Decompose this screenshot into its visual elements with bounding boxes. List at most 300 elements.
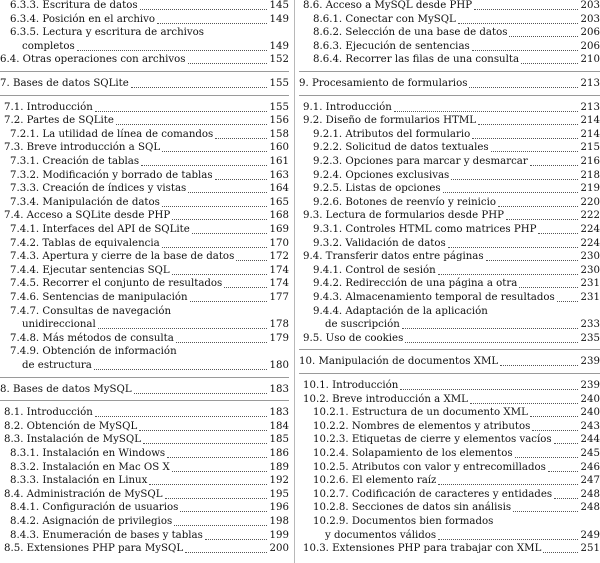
toc-entry[interactable] xyxy=(0,542,289,555)
dot-leader xyxy=(215,138,266,139)
toc-entry[interactable] xyxy=(0,447,289,460)
toc-entry-title: 7.3.2. Modificación y borrado de tablas xyxy=(10,169,213,181)
toc-entry[interactable] xyxy=(0,0,289,12)
toc-entry-title: 7.4.8. Más métodos de consulta xyxy=(10,332,174,344)
toc-entry-title: 7.3. Breve introducción a SQL xyxy=(4,142,161,154)
toc-entry-page: 251 xyxy=(580,543,600,555)
toc-entry[interactable] xyxy=(299,196,600,209)
toc-entry[interactable] xyxy=(0,529,289,542)
toc-entry[interactable] xyxy=(0,406,289,419)
toc-entry-page: 224 xyxy=(580,224,600,235)
toc-entry-title: 9.4.3. Almacenamiento temporal de resultados xyxy=(313,292,555,303)
toc-entry[interactable] xyxy=(0,420,289,433)
toc-entry-title: 8.5. Extensiones PHP para MySQL xyxy=(4,543,184,555)
toc-entry-title: 7.3.4. Manipulación de datos xyxy=(10,196,160,208)
toc-entry-title: 7.2. Partes de SQLite xyxy=(4,115,114,127)
toc-entry[interactable] xyxy=(0,155,289,168)
toc-entry-page: 179 xyxy=(269,332,289,344)
toc-entry-page: 230 xyxy=(580,264,600,276)
toc-entry-title: 9.1. Introducción xyxy=(303,101,392,113)
toc-entry-page: 168 xyxy=(269,210,289,222)
toc-entry[interactable] xyxy=(0,501,289,514)
toc-entry-title: 9.3.2. Validación de datos xyxy=(313,237,446,249)
toc-entry-title: 7.4.9. Obtención de información xyxy=(10,346,177,358)
toc-entry[interactable] xyxy=(299,501,600,514)
toc-entry[interactable] xyxy=(0,461,289,474)
toc-entry[interactable] xyxy=(0,128,289,141)
toc-entry-page: 249 xyxy=(580,529,600,541)
toc-entry[interactable] xyxy=(299,488,600,501)
toc-entry[interactable] xyxy=(0,291,289,304)
toc-entry-page: 213 xyxy=(580,78,600,89)
dot-leader xyxy=(402,328,578,329)
toc-entry-title: 9.2.5. Listas de opciones xyxy=(313,183,441,195)
dot-leader xyxy=(188,192,266,193)
section-rule xyxy=(0,95,289,96)
dot-leader xyxy=(188,63,267,64)
toc-entry[interactable] xyxy=(0,237,289,250)
toc-entry[interactable] xyxy=(0,345,289,358)
toc-entry-page: 219 xyxy=(580,183,600,195)
dot-leader xyxy=(236,260,266,261)
dot-leader xyxy=(530,416,578,417)
toc-entry-page: 240 xyxy=(580,407,600,419)
toc-entry[interactable] xyxy=(0,26,289,39)
toc-entry[interactable] xyxy=(0,305,289,318)
toc-entry[interactable] xyxy=(0,332,289,345)
toc-entry-title: 10.2.7. Codificación de caracteres y entidades xyxy=(313,488,553,500)
toc-entry-page: 160 xyxy=(269,142,289,154)
toc-entry-page: 185 xyxy=(269,434,289,446)
toc-entry-title: 7.4. Acceso a SQLite desde PHP xyxy=(4,210,171,222)
toc-entry-page: 177 xyxy=(269,292,289,303)
toc-entry[interactable] xyxy=(0,169,289,182)
dot-leader xyxy=(530,165,578,166)
dot-leader xyxy=(469,87,577,88)
toc-entry[interactable] xyxy=(299,447,600,460)
toc-entry-page: 239 xyxy=(580,356,600,368)
toc-entry[interactable] xyxy=(299,237,600,250)
toc-entry-page: 213 xyxy=(580,101,600,113)
dot-leader xyxy=(486,260,578,261)
toc-entry-page: 178 xyxy=(269,319,289,331)
toc-entry-title: 8.6.3. Ejecución de sentencias xyxy=(313,40,470,52)
dot-leader xyxy=(470,403,578,404)
toc-entry-title: 6.3.5. Lectura y escritura de archivos xyxy=(10,27,205,39)
dot-leader xyxy=(451,179,577,180)
toc-entry[interactable] xyxy=(0,488,289,501)
toc-entry-page: 199 xyxy=(269,529,289,541)
dot-leader xyxy=(185,552,266,553)
toc-entry-title: 7.4.3. Apertura y cierre de la base de datos xyxy=(10,251,235,263)
toc-entry-page: 200 xyxy=(269,543,289,555)
toc-entry[interactable] xyxy=(299,250,600,263)
dot-leader xyxy=(438,484,577,485)
dot-leader xyxy=(143,443,267,444)
toc-entry[interactable] xyxy=(299,332,600,345)
toc-entry-page: 222 xyxy=(580,210,600,222)
toc-entry-page: 180 xyxy=(269,360,289,371)
toc-entry-title: unidireccional xyxy=(22,319,96,331)
toc-entry-title: 8.1. Introducción xyxy=(4,407,93,419)
dot-leader xyxy=(509,36,577,37)
dot-leader xyxy=(554,443,578,444)
toc-entry-title: 10.2. Breve introducción a XML xyxy=(303,393,468,405)
toc-entry-title: 10.2.3. Etiquetas de cierre y elementos vacíos xyxy=(313,434,552,446)
toc-entry[interactable] xyxy=(299,264,600,277)
toc-entry-title: 9.2.2. Solicitud de datos textuales xyxy=(313,142,489,154)
toc-entry-title: 6.4. Otras operaciones con archivos xyxy=(0,54,186,66)
toc-entry[interactable] xyxy=(0,474,289,487)
toc-entry-page: 214 xyxy=(580,115,600,127)
dot-leader xyxy=(405,342,577,343)
toc-entry-title: 10.2.4. Solapamiento de los elementos xyxy=(313,448,513,459)
toc-entry-title: 10.2.6. El elemento raíz xyxy=(313,475,437,487)
toc-entry-title: 7.2.1. La utilidad de línea de comandos xyxy=(10,128,214,140)
toc-entry-page: 206 xyxy=(580,40,600,52)
toc-entry-page: 164 xyxy=(269,183,289,195)
toc-entry-title: 9.2.6. Botones de reenvío y reinicio xyxy=(313,196,497,208)
toc-entry[interactable] xyxy=(299,406,600,419)
toc-entry-page: 152 xyxy=(269,54,289,66)
toc-entry-title: 10.2.2. Nombres de elementos y atributos xyxy=(313,420,531,432)
toc-entry-page: 245 xyxy=(580,448,600,459)
toc-entry-title: 9.4.4. Adaptación de la aplicación xyxy=(313,305,488,317)
toc-entry-title: 9.4. Transferir datos entre páginas xyxy=(303,251,484,263)
toc-entry-title: 8.4.1. Configuración de usuarios xyxy=(10,502,179,514)
toc-entry-page: 183 xyxy=(269,383,289,395)
toc-entry-title: 10.2.5. Atributos con valor y entrecomillados xyxy=(313,461,546,473)
dot-leader xyxy=(557,301,578,302)
section-rule xyxy=(0,400,289,401)
toc-entry-page: 235 xyxy=(580,332,600,344)
toc-entry-page: 174 xyxy=(269,278,289,290)
toc-entry-page: 230 xyxy=(580,251,600,263)
toc-entry[interactable] xyxy=(299,277,600,290)
toc-entry[interactable] xyxy=(0,209,289,222)
toc-entry[interactable] xyxy=(299,515,600,528)
toc-entry-title: 8.6.1. Conectar con MySQL xyxy=(313,13,456,25)
toc-entry[interactable] xyxy=(299,318,600,331)
toc-entry-title: 6.3.4. Posición en el archivo xyxy=(10,13,156,25)
toc-entry-page: 248 xyxy=(580,502,600,514)
dot-leader xyxy=(554,498,577,499)
dot-leader xyxy=(162,151,266,152)
dot-leader xyxy=(172,471,267,472)
toc-entry-page: 246 xyxy=(580,461,600,473)
toc-entry[interactable] xyxy=(299,474,600,487)
toc-entry-title: 7.4.2. Tablas de equivalencia xyxy=(10,237,160,249)
toc-entry[interactable] xyxy=(0,101,289,114)
section-rule xyxy=(299,349,600,350)
toc-entry-title: de estructura xyxy=(22,360,92,371)
dot-leader xyxy=(448,247,578,248)
toc-entry-title: 10.2.1. Estructura de un documento XML xyxy=(313,407,528,419)
toc-entry-page: 231 xyxy=(580,278,600,290)
dot-leader xyxy=(116,124,267,125)
toc-entry-page: 196 xyxy=(269,502,289,514)
dot-leader xyxy=(95,416,267,417)
dot-leader xyxy=(521,63,578,64)
dot-leader xyxy=(224,287,266,288)
toc-entry-title: 8.6.4. Recorrer las filas de una consulta xyxy=(313,54,520,66)
toc-entry-page: 155 xyxy=(269,101,289,113)
toc-entry[interactable] xyxy=(299,393,600,406)
dot-leader xyxy=(174,525,266,526)
dot-leader xyxy=(172,219,266,220)
toc-entry[interactable] xyxy=(0,515,289,528)
toc-entry-page: 170 xyxy=(269,237,289,249)
toc-entry-title: 9.2.1. Atributos del formulario xyxy=(313,128,471,140)
toc-entry[interactable] xyxy=(0,359,289,372)
toc-entry-page: 243 xyxy=(580,420,600,432)
toc-entry-page: 247 xyxy=(580,475,600,487)
toc-entry[interactable] xyxy=(0,114,289,127)
toc-entry[interactable] xyxy=(299,169,600,182)
toc-entry[interactable] xyxy=(299,26,600,39)
toc-entry[interactable] xyxy=(0,223,289,236)
dot-leader xyxy=(498,206,578,207)
toc-entry[interactable] xyxy=(299,155,600,168)
dot-leader xyxy=(162,206,267,207)
toc-entry[interactable] xyxy=(299,223,600,236)
toc-entry-page: 156 xyxy=(269,115,289,127)
toc-entry-page: 216 xyxy=(580,156,600,167)
toc-entry-title: 7. Bases de datos SQLite xyxy=(0,78,129,89)
dot-leader xyxy=(77,50,267,51)
toc-entry[interactable] xyxy=(0,250,289,263)
toc-entry-page: 215 xyxy=(580,142,600,154)
toc-entry[interactable] xyxy=(0,40,289,53)
toc-entry[interactable] xyxy=(299,542,600,555)
toc-entry-title: 7.4.7. Consultas de navegación xyxy=(10,305,172,317)
dot-leader xyxy=(515,457,578,458)
dot-leader xyxy=(162,247,267,248)
toc-entry-page: 165 xyxy=(269,196,289,208)
toc-entry-page: 218 xyxy=(580,169,600,181)
toc-entry-title: 8. Bases de datos MySQL xyxy=(0,383,132,395)
toc-entry[interactable] xyxy=(0,433,289,446)
toc-chapter-entry[interactable] xyxy=(299,77,600,90)
toc-entry-title: 8.4.2. Asignación de privilegios xyxy=(10,516,173,527)
dot-leader xyxy=(532,430,577,431)
toc-entry-title: 8.3. Instalación de MySQL xyxy=(4,434,141,446)
toc-entry-page: 149 xyxy=(269,40,289,52)
dot-leader xyxy=(149,484,266,485)
toc-entry-title: 7.4.1. Interfaces del API de SQLite xyxy=(10,224,190,235)
toc-entry-title: 8.3.2. Instalación en Mac OS X xyxy=(10,461,170,473)
toc-entry-title: 9.2. Diseño de formularios HTML xyxy=(303,115,477,127)
toc-entry[interactable] xyxy=(299,13,600,26)
toc-entry-title: 10.1. Introducción xyxy=(303,380,399,391)
dot-leader xyxy=(513,511,577,512)
toc-entry-title: 9.3. Lectura de formularios desde PHP xyxy=(303,210,505,222)
toc-entry[interactable] xyxy=(0,277,289,290)
dot-leader xyxy=(400,389,577,390)
toc-entry[interactable] xyxy=(0,141,289,154)
toc-entry-title: 7.4.5. Recorrer el conjunto de resultados xyxy=(10,278,223,290)
toc-chapter-entry[interactable] xyxy=(299,355,600,368)
toc-entry[interactable] xyxy=(299,433,600,446)
toc-entry-page: 184 xyxy=(269,420,289,432)
dot-leader xyxy=(141,165,266,166)
toc-entry[interactable] xyxy=(299,53,600,66)
toc-entry-title: 7.4.4. Ejecutar sentencias SQL xyxy=(10,264,170,276)
toc-entry-page: 248 xyxy=(580,488,600,500)
dot-leader xyxy=(543,552,577,553)
dot-leader xyxy=(443,192,578,193)
toc-entry-page: 158 xyxy=(269,128,289,140)
toc-entry-title: 10.2.9. Documentos bien formados xyxy=(313,516,494,527)
toc-entry-title: 10.2.8. Secciones de datos sin análisis xyxy=(313,502,512,514)
toc-entry-title: 9.2.3. Opciones para marcar y desmarcar xyxy=(313,156,528,167)
toc-chapter-entry[interactable] xyxy=(0,383,289,396)
dot-leader xyxy=(176,342,267,343)
dot-leader xyxy=(548,471,578,472)
toc-entry-title: 7.3.3. Creación de índices y vistas xyxy=(10,183,187,195)
dot-leader xyxy=(438,539,577,540)
dot-leader xyxy=(134,393,267,394)
toc-entry-page: 210 xyxy=(580,54,600,66)
toc-entry-page: 183 xyxy=(269,407,289,419)
toc-entry[interactable] xyxy=(299,128,600,141)
toc-entry-title: completos xyxy=(22,40,75,52)
section-rule xyxy=(299,71,600,72)
toc-entry[interactable] xyxy=(299,379,600,392)
dot-leader xyxy=(458,23,578,24)
dot-leader xyxy=(538,233,577,234)
toc-entry-page: 169 xyxy=(269,224,289,235)
dot-leader xyxy=(478,124,578,125)
toc-entry-page: 189 xyxy=(269,461,289,473)
toc-entry-page: 206 xyxy=(580,27,600,39)
toc-entry[interactable] xyxy=(0,13,289,26)
toc-entry-page: 231 xyxy=(580,292,600,303)
toc-entry[interactable] xyxy=(299,461,600,474)
toc-entry-title: 7.1. Introducción xyxy=(4,101,93,113)
toc-entry-title: 8.3.1. Instalación en Windows xyxy=(10,448,166,459)
toc-entry[interactable] xyxy=(299,305,600,318)
toc-entry-title: 9.2.4. Opciones exclusivas xyxy=(313,169,450,181)
toc-entry[interactable] xyxy=(299,529,600,542)
toc-entry-title: 9.4.1. Control de sesión xyxy=(313,264,436,276)
toc-entry[interactable] xyxy=(299,114,600,127)
section-rule xyxy=(299,95,600,96)
dot-leader xyxy=(519,287,577,288)
dot-leader xyxy=(205,539,267,540)
dot-leader xyxy=(157,23,266,24)
toc-entry-title: y documentos válidos xyxy=(325,529,437,541)
toc-entry-page: 145 xyxy=(269,0,289,11)
toc-entry[interactable] xyxy=(299,420,600,433)
toc-entry-page: 149 xyxy=(269,13,289,25)
toc-entry-title: 6.3.3. Escritura de datos xyxy=(10,0,138,11)
toc-entry[interactable] xyxy=(0,53,289,66)
toc-entry[interactable] xyxy=(299,141,600,154)
dot-leader xyxy=(140,9,267,10)
toc-entry-page: 198 xyxy=(269,516,289,527)
dot-leader xyxy=(172,274,267,275)
toc-entry-title: 8.6. Acceso a MySQL desde PHP xyxy=(303,0,473,11)
dot-leader xyxy=(500,365,577,366)
dot-leader xyxy=(394,111,578,112)
toc-entry[interactable] xyxy=(299,40,600,53)
toc-entry-title: 8.6.2. Selección de una base de datos xyxy=(313,27,508,39)
section-rule xyxy=(299,373,600,374)
dot-leader xyxy=(94,369,267,370)
dot-leader xyxy=(139,430,266,431)
toc-entry[interactable] xyxy=(299,209,600,222)
toc-entry[interactable] xyxy=(299,101,600,114)
dot-leader xyxy=(472,138,577,139)
dot-leader xyxy=(472,50,578,51)
toc-entry-page: 239 xyxy=(580,380,600,391)
toc-entry-page: 161 xyxy=(269,156,289,167)
toc-entry[interactable] xyxy=(0,196,289,209)
section-rule xyxy=(0,71,289,72)
toc-entry-title: 8.3.3. Instalación en Linux xyxy=(10,475,148,487)
toc-entry-title: de suscripción xyxy=(325,319,400,331)
column-divider xyxy=(294,0,295,563)
toc-entry-title: 8.4.3. Enumeración de bases y tablas xyxy=(10,529,203,541)
section-rule xyxy=(0,377,289,378)
toc-entry[interactable] xyxy=(299,182,600,195)
toc-entry-page: 186 xyxy=(269,448,289,459)
toc-entry-page: 220 xyxy=(580,196,600,208)
toc-entry-title: 10. Manipulación de documentos XML xyxy=(299,356,499,368)
dot-leader xyxy=(167,457,266,458)
dot-leader xyxy=(165,498,267,499)
toc-entry-title: 7.3.1. Creación de tablas xyxy=(10,156,140,167)
toc-entry-page: 163 xyxy=(269,169,289,181)
dot-leader xyxy=(474,9,577,10)
dot-leader xyxy=(215,179,267,180)
dot-leader xyxy=(506,219,578,220)
toc-entry-page: 203 xyxy=(580,0,600,11)
toc-entry-page: 233 xyxy=(580,319,600,331)
toc-entry-page: 172 xyxy=(269,251,289,263)
toc-entry-page: 195 xyxy=(269,488,289,500)
dot-leader xyxy=(190,301,267,302)
toc-entry-title: 8.4. Administración de MySQL xyxy=(4,488,163,500)
toc-entry-page: 240 xyxy=(580,393,600,405)
dot-leader xyxy=(180,511,266,512)
dot-leader xyxy=(95,111,267,112)
toc-entry-page: 214 xyxy=(580,128,600,140)
toc-entry[interactable] xyxy=(0,318,289,331)
toc-entry-page: 192 xyxy=(269,475,289,487)
toc-entry-title: 9.4.2. Redirección de una página a otra xyxy=(313,278,518,290)
toc-entry-page: 174 xyxy=(269,264,289,276)
dot-leader xyxy=(438,274,578,275)
dot-leader xyxy=(491,151,578,152)
toc-entry-title: 9. Procesamiento de formularios xyxy=(299,78,468,89)
toc-entry-page: 155 xyxy=(269,78,289,89)
toc-entry-page: 224 xyxy=(580,237,600,249)
toc-entry-title: 8.2. Obtención de MySQL xyxy=(4,420,138,432)
toc-entry[interactable] xyxy=(299,0,600,12)
toc-chapter-entry[interactable] xyxy=(0,77,289,90)
toc-entry[interactable] xyxy=(0,264,289,277)
dot-leader xyxy=(131,87,267,88)
toc-entry-title: 7.4.6. Sentencias de manipulación xyxy=(10,292,188,303)
toc-entry-title: 9.5. Uso de cookies xyxy=(303,332,404,344)
dot-leader xyxy=(192,233,267,234)
toc-entry[interactable] xyxy=(299,291,600,304)
toc-entry-page: 203 xyxy=(580,13,600,25)
toc-entry[interactable] xyxy=(0,182,289,195)
toc-entry-page: 244 xyxy=(580,434,600,446)
